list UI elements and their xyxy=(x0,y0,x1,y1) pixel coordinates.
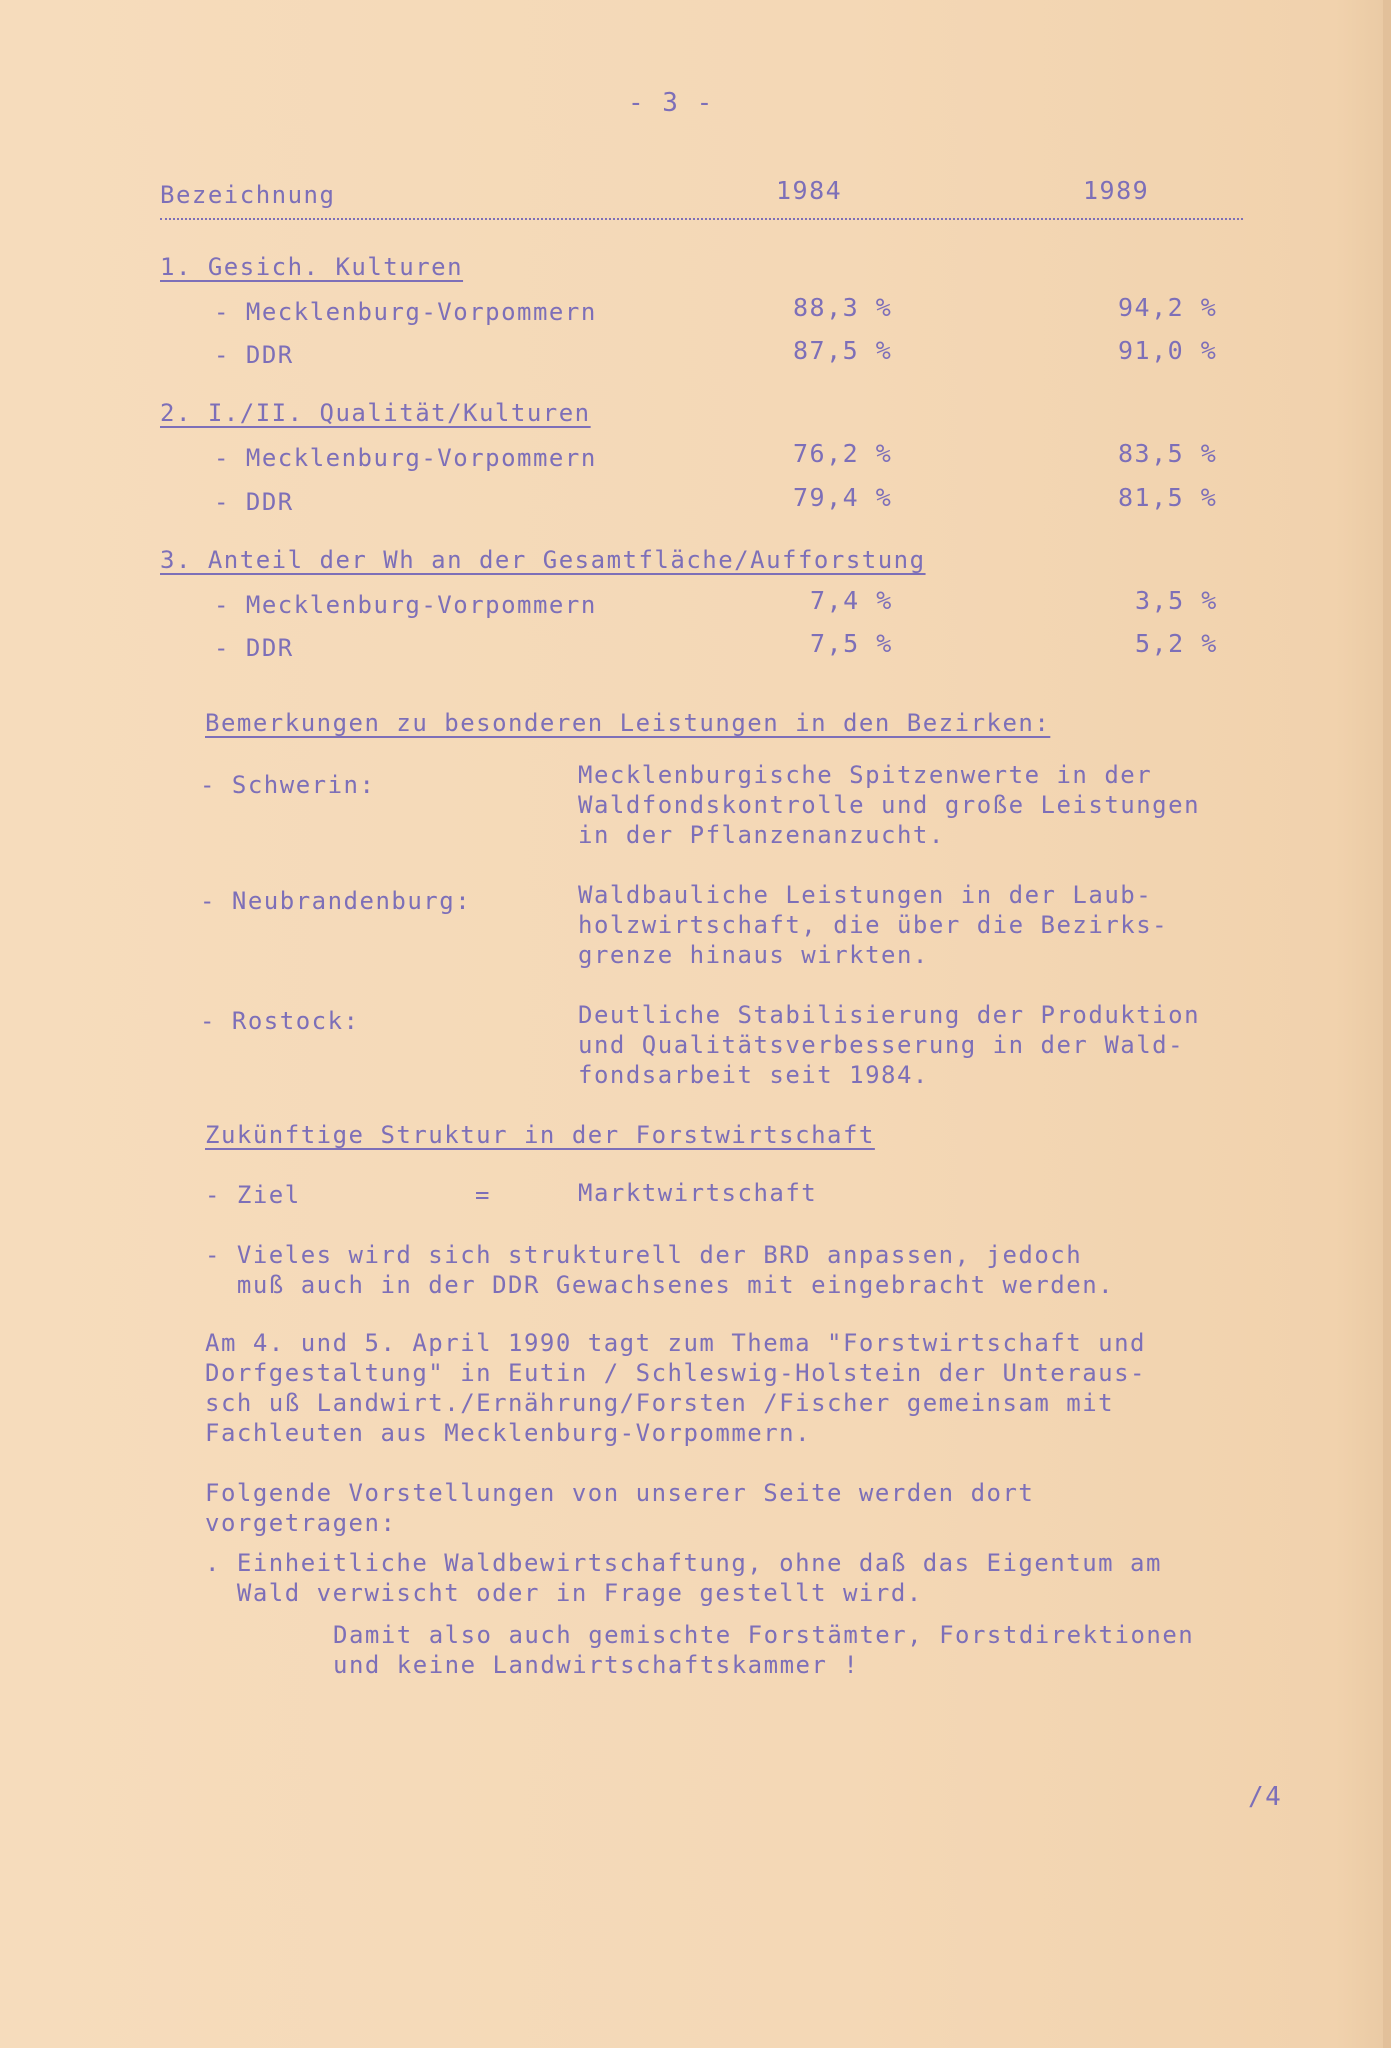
row-value-1984: 88,3 % xyxy=(793,293,893,322)
row-value-1989: 5,2 % xyxy=(1135,629,1218,658)
proposal-detail: Damit also auch gemischte Forstämter, Forstdirektionen und keine Landwirtschaftskammer ! xyxy=(333,1621,1195,1679)
proposal-item: . Einheitliche Waldbewirtschaftung, ohne daß das Eigentum am Wald verwischt oder in Frage gestellt wird. xyxy=(205,1549,1162,1607)
future-heading: Zukünftige Struktur in der Forstwirtschaft xyxy=(205,1121,875,1149)
row-value-1984: 79,4 % xyxy=(793,483,893,512)
section-title: 1. Gesich. Kulturen xyxy=(160,253,464,281)
section-title: 3. Anteil der Wh an der Gesamtfläche/Aufforstung xyxy=(160,546,926,574)
row-value-1989: 81,5 % xyxy=(1118,483,1218,512)
page-number: - 3 - xyxy=(628,88,714,118)
page-edge xyxy=(1383,0,1391,2048)
row-label: - Mecklenburg-Vorpommern xyxy=(214,444,597,472)
row-label: - Mecklenburg-Vorpommern xyxy=(214,298,597,326)
next-page-marker: /4 xyxy=(1248,1782,1283,1812)
row-value-1989: 94,2 % xyxy=(1118,293,1218,322)
row-value-1984: 7,4 % xyxy=(810,586,893,615)
goal-label: - Ziel xyxy=(205,1181,301,1209)
section-title: 2. I./II. Qualität/Kulturen xyxy=(160,399,591,427)
district-label: - Neubrandenburg: xyxy=(200,887,472,915)
row-value-1989: 91,0 % xyxy=(1118,336,1218,365)
remarks-heading: Bemerkungen zu besonderen Leistungen in den Bezirken: xyxy=(205,709,1051,737)
row-label: - Mecklenburg-Vorpommern xyxy=(214,591,597,619)
goal-value: Marktwirtschaft xyxy=(578,1179,818,1207)
row-label: - DDR xyxy=(214,341,294,369)
row-value-1984: 7,5 % xyxy=(810,629,893,658)
row-label: - DDR xyxy=(214,488,294,516)
district-label: - Rostock: xyxy=(200,1007,360,1035)
table-header-1984: 1984 xyxy=(776,176,843,205)
row-label: - DDR xyxy=(214,634,294,662)
future-note: - Vieles wird sich strukturell der BRD anpassen, jedoch muß auch in der DDR Gewachsenes mit eingebracht werden. xyxy=(205,1241,1115,1299)
proposals-intro: Folgende Vorstellungen von unserer Seite werden dort vorgetragen: xyxy=(205,1479,1035,1537)
row-value-1989: 3,5 % xyxy=(1135,586,1218,615)
header-rule xyxy=(160,218,1243,223)
row-value-1984: 76,2 % xyxy=(793,439,893,468)
district-text: Mecklenburgische Spitzenwerte in der Waldfondskontrolle und große Leistungen in der Pflanzenanzucht. xyxy=(578,761,1201,849)
goal-separator: = xyxy=(475,1181,491,1209)
row-value-1984: 87,5 % xyxy=(793,336,893,365)
district-text: Waldbauliche Leistungen in der Laub- holzwirtschaft, die über die Bezirks- grenze hinaus wirkten. xyxy=(578,881,1169,969)
row-value-1989: 83,5 % xyxy=(1118,439,1218,468)
district-text: Deutliche Stabilisierung der Produktion und Qualitätsverbesserung in der Wald- fondsarbeit seit 1984. xyxy=(578,1001,1201,1089)
table-header-label: Bezeichnung xyxy=(160,181,336,209)
meeting-paragraph: Am 4. und 5. April 1990 tagt zum Thema "Forstwirtschaft und Dorfgestaltung" in Eutin / Schleswig-Holstein der Unteraus- sch uß Landwirt./Ernährung/Forsten /Fischer gemeinsam mit Fachleuten aus Mecklenburg-Vorpommern. xyxy=(205,1329,1147,1447)
district-label: - Schwerin: xyxy=(200,771,376,799)
table-header-1989: 1989 xyxy=(1083,176,1150,205)
